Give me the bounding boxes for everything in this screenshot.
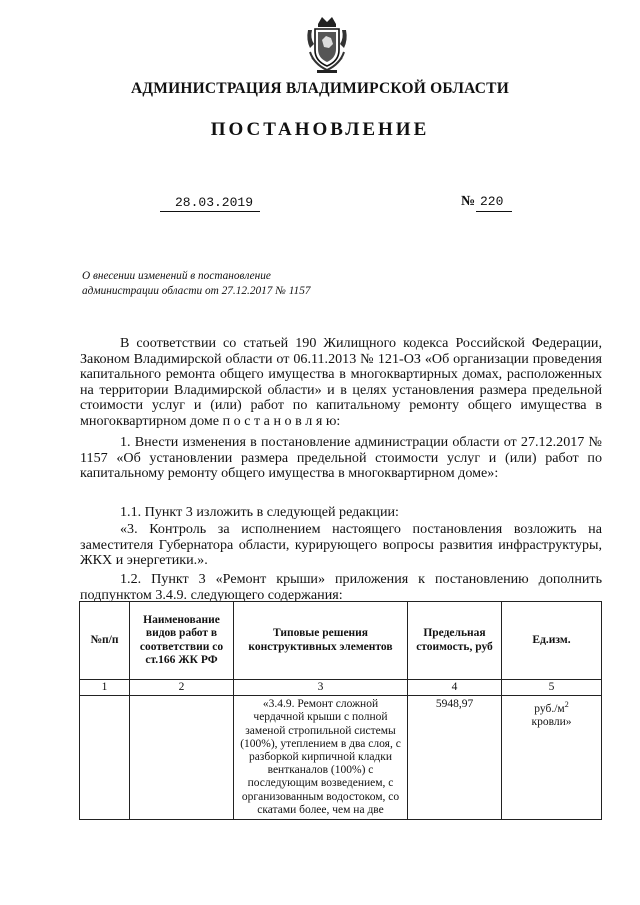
column-number: 4 bbox=[408, 680, 502, 696]
row-description: «3.4.9. Ремонт сложной чердачной крыши с полной заменой стропильной системы (100%), утеплением в два слоя, с разборкой кирпичной кладки вентканалов (100%) с последующим возведением, с организованным водостоком, со скатами более, чем на две bbox=[234, 696, 408, 820]
item-1-1-paragraph bbox=[80, 505, 602, 521]
item-1-text: 1. Внести изменения в постановление администрации области от 27.12.2017 № 1157 «Об установлении размера предельной стоимости услуг и (или) работ по капитальному ремонту общего имущества в многоквартирном доме»: bbox=[80, 434, 602, 482]
item-1-2-text: 1.2. Пункт 3 «Ремонт крыши» приложения к постановлению дополнить подпунктом 3.4.9. следующего содержания: bbox=[80, 571, 602, 603]
row-work-type bbox=[130, 696, 234, 820]
subject-line-1: О внесении изменений в постановление bbox=[82, 270, 271, 282]
header-work-type: Наименование видов работ в соответствии со ст.166 ЖК РФ bbox=[130, 602, 234, 680]
number-label: № bbox=[461, 194, 476, 209]
repair-cost-table bbox=[79, 601, 602, 820]
organization-title: АДМИНИСТРАЦИЯ ВЛАДИМИРСКОЙ ОБЛАСТИ bbox=[131, 80, 509, 97]
column-number: 5 bbox=[502, 680, 602, 696]
row-unit bbox=[502, 696, 602, 820]
quote-paragraph bbox=[80, 522, 602, 569]
document-date: 28.03.2019 bbox=[175, 195, 254, 210]
header-solutions: Типовые решения конструктивных элементов bbox=[234, 602, 408, 680]
item-1-1-text: 1.1. Пункт 3 изложить в следующей редакции: bbox=[120, 504, 399, 520]
column-number: 2 bbox=[130, 680, 234, 696]
unit-main: руб./м bbox=[534, 703, 565, 716]
header-price: Предельная стоимость, руб bbox=[408, 602, 502, 680]
table-column-numbers-row bbox=[80, 680, 602, 696]
column-number: 3 bbox=[234, 680, 408, 696]
column-number: 1 bbox=[80, 680, 130, 696]
preamble-text: В соответствии со статьей 190 Жилищного кодекса Российской Федерации, Законом Владимирской области от 06.11.2013 № 121-ОЗ «Об организации проведения капитального ремонта общего имущества в многоквартирных домах, расположенных на территории Владимирской области» и в целях установления размера предельной стоимости услуг и (или) работ по капитальному ремонту общего имущества в многоквартирном доме п о с т а н о в л я ю: bbox=[80, 335, 602, 429]
quote-text: «3. Контроль за исполнением настоящего постановления возложить на заместителя Губернатора области, курирующего вопросы развития инфраструктуры, ЖКХ и энергетики.». bbox=[80, 521, 602, 569]
row-num bbox=[80, 696, 130, 820]
unit-tail: кровли» bbox=[531, 716, 572, 729]
document-subject bbox=[82, 269, 402, 299]
header-num: №п/п bbox=[80, 602, 130, 680]
item-1-2-paragraph bbox=[80, 572, 602, 603]
row-price: 5948,97 bbox=[408, 696, 502, 820]
unit-superscript: 2 bbox=[564, 700, 569, 710]
table-row bbox=[80, 696, 602, 820]
document-number: 220 bbox=[480, 194, 504, 209]
subject-line-2: администрации области от 27.12.2017 № 1157 bbox=[82, 285, 311, 297]
header-unit: Ед.изм. bbox=[502, 602, 602, 680]
table-header-row bbox=[80, 602, 602, 680]
item-1-paragraph bbox=[80, 435, 602, 482]
preamble-paragraph bbox=[80, 336, 602, 430]
coat-of-arms-icon bbox=[304, 14, 350, 76]
document-type-title: ПОСТАНОВЛЕНИЕ bbox=[210, 119, 430, 140]
